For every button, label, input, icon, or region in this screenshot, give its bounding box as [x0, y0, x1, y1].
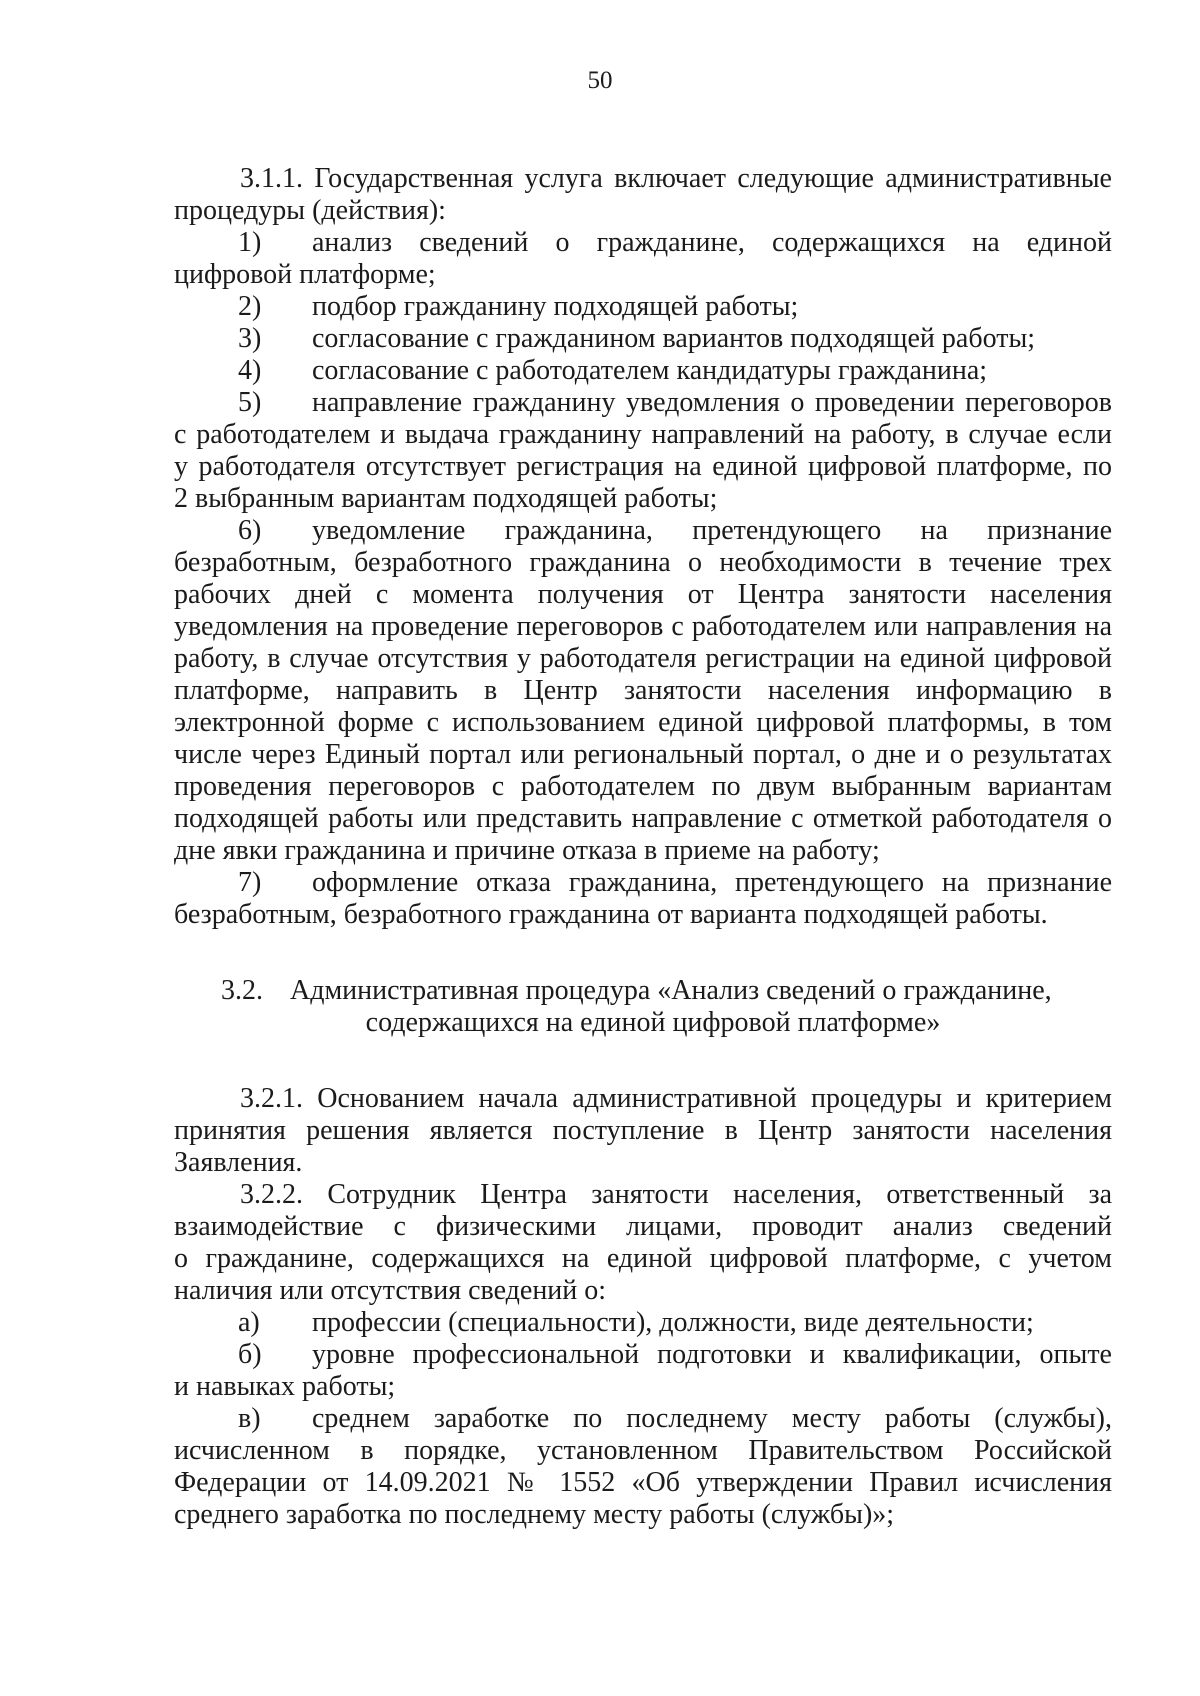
list-item-number: 1): [238, 227, 262, 258]
list-item: [174, 227, 1112, 291]
list-item: [174, 1339, 1112, 1403]
procedure-list: [174, 227, 1112, 931]
text-line: Заявления.: [174, 1147, 303, 1178]
criteria-list: [174, 1307, 1112, 1531]
text-line: принятия решения является поступление в Центр занятости населения: [174, 1115, 1112, 1146]
page-number: 50: [587, 67, 613, 94]
text-line: согласование с работодателем кандидатуры гражданина;: [312, 355, 988, 386]
list-item: [174, 1307, 1112, 1339]
paragraph-3-2-2: [174, 1179, 1112, 1307]
text-line: исчисленном в порядке, установленном Правительством Российской: [174, 1435, 1112, 1466]
list-item: [174, 515, 1112, 867]
text-line: с работодателем и выдача гражданину направлений на работу, в случае если: [174, 419, 1112, 450]
text-line: электронной форме с использованием единой цифровой платформы, в том: [174, 707, 1112, 738]
list-item-number: 7): [238, 867, 262, 898]
paragraph-3-2-1: [174, 1083, 1112, 1179]
text-line: уведомления на проведение переговоров с работодателем или направления на: [174, 611, 1112, 642]
text-line: уровне профессиональной подготовки и квалификации, опыте: [312, 1339, 1112, 1370]
heading-line: Административная процедура «Анализ сведений о гражданине,: [290, 975, 1052, 1006]
text-line: платформе, направить в Центр занятости населения информацию в: [174, 675, 1112, 706]
text-line: анализ сведений о гражданине, содержащихся на единой: [312, 227, 1112, 258]
section-heading: [174, 975, 1112, 1039]
text-line: 2 выбранным вариантам подходящей работы;: [174, 483, 718, 514]
text-line: цифровой платформе;: [174, 259, 436, 290]
text-line: среднего заработка по последнему месту работы (службы)»;: [174, 1499, 895, 1530]
text-line: Федерации от 14.09.2021 № 1552 «Об утверждении Правил исчисления: [174, 1467, 1112, 1498]
list-item-number: 4): [238, 355, 262, 386]
list-item-number: 5): [238, 387, 262, 418]
text-line: рабочих дней с момента получения от Центра занятости населения: [174, 579, 1112, 610]
section-number: 3.2.: [221, 975, 263, 1006]
text-line: 3.1.1. Государственная услуга включает следующие административные: [240, 163, 1112, 194]
text-line: уведомление гражданина, претендующего на признание: [312, 515, 1112, 546]
text-line: 3.2.2. Сотрудник Центра занятости населения, ответственный за: [240, 1179, 1112, 1210]
text-line: процедуры (действия):: [174, 195, 446, 226]
list-item-number: 6): [238, 515, 262, 546]
text-line: направление гражданину уведомления о проведении переговоров: [312, 387, 1112, 418]
text-line: дне явки гражданина и причине отказа в приеме на работу;: [174, 835, 880, 866]
text-line: безработным, безработного гражданина о необходимости в течение трех: [174, 547, 1112, 578]
text-line: среднем заработке по последнему месту работы (службы),: [312, 1403, 1112, 1434]
text-line: работу, в случае отсутствия у работодателя регистрации на единой цифровой: [174, 643, 1112, 674]
list-item-letter: а): [238, 1307, 260, 1338]
text-line: проведения переговоров с работодателем по двум выбранным вариантам: [174, 771, 1112, 802]
text-line: подходящей работы или представить направление с отметкой работодателя о: [174, 803, 1112, 834]
text-line: взаимодействие с физическими лицами, проводит анализ сведений: [174, 1211, 1112, 1242]
list-item-letter: б): [238, 1339, 262, 1370]
text-line: профессии (специальности), должности, виде деятельности;: [312, 1307, 1034, 1338]
list-item: [174, 323, 1112, 355]
text-line: о гражданине, содержащихся на единой цифровой платформе, с учетом: [174, 1243, 1112, 1274]
list-item-number: 3): [238, 323, 262, 354]
text-line: наличия или отсутствия сведений о:: [174, 1275, 607, 1306]
list-item: [174, 355, 1112, 387]
text-line: согласование с гражданином вариантов подходящей работы;: [312, 323, 1036, 354]
list-item: [174, 1403, 1112, 1531]
text-line: безработным, безработного гражданина от варианта подходящей работы.: [174, 899, 1048, 930]
text-line: числе через Единый портал или региональный портал, о дне и о результатах: [174, 739, 1112, 770]
heading-line: содержащихся на единой цифровой платформе»: [365, 1007, 941, 1038]
list-item-letter: в): [238, 1403, 261, 1434]
list-item: [174, 291, 1112, 323]
paragraph-3-1-1: [174, 163, 1112, 227]
text-line: у работодателя отсутствует регистрация на единой цифровой платформе, по: [174, 451, 1112, 482]
text-line: 3.2.1. Основанием начала административной процедуры и критерием: [240, 1083, 1112, 1114]
list-item: [174, 387, 1112, 515]
text-line: и навыках работы;: [174, 1371, 396, 1402]
text-line: подбор гражданину подходящей работы;: [312, 291, 799, 322]
text-line: оформление отказа гражданина, претендующего на признание: [312, 867, 1112, 898]
list-item-number: 2): [238, 291, 262, 322]
document-body: [174, 163, 1112, 1531]
list-item: [174, 867, 1112, 931]
